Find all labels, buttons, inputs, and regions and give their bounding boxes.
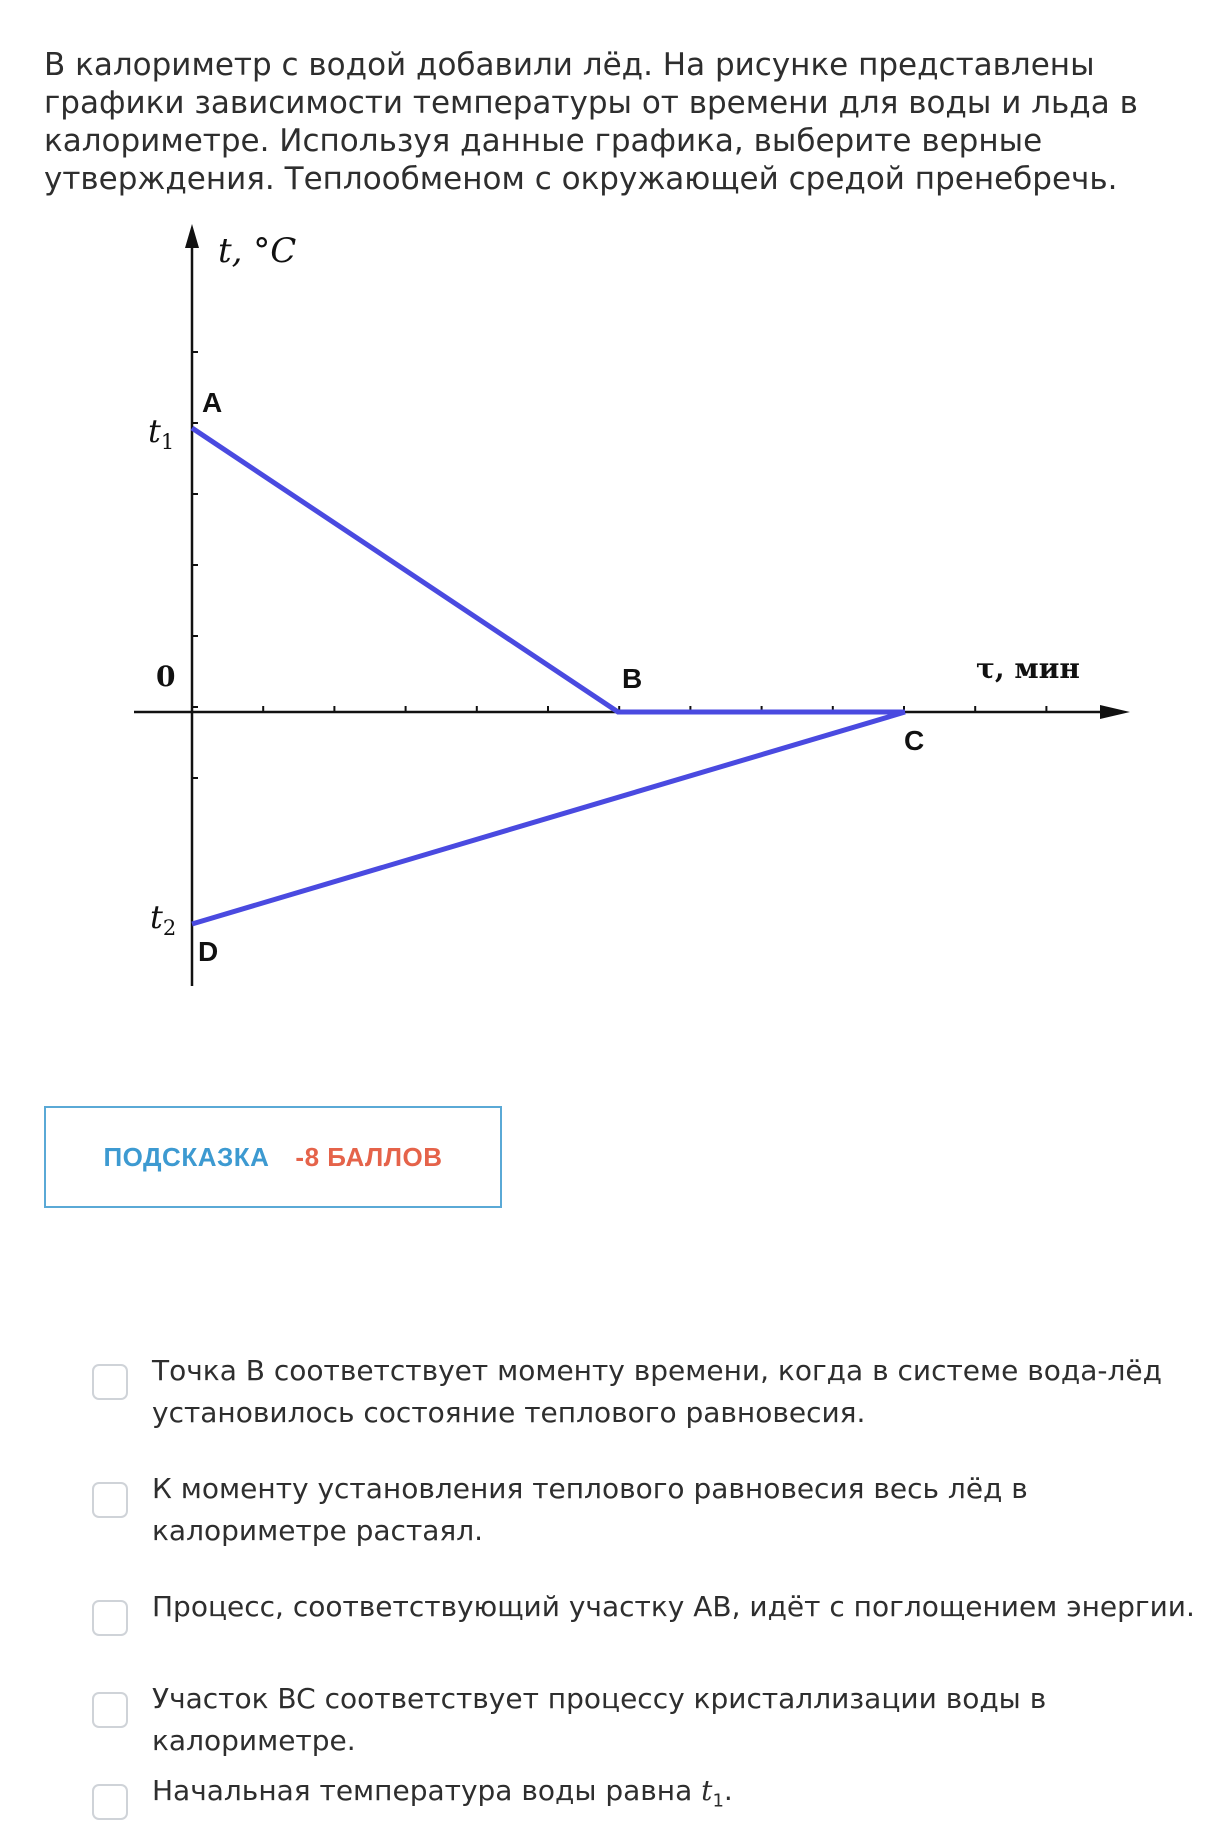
question-text: В калориметр с водой добавили лёд. На рисунке представлены графики зависимости температуры от времени для воды и льда в калориметре. Используя данные графика, выберите верные утверждения. Теплообменом с окружающей средой пренебречь. — [44, 47, 1138, 197]
answer-option-1[interactable] — [92, 1350, 1202, 1434]
option-text: Процесс, соответствующий участку AB, идёт с поглощением энергии. — [152, 1590, 1195, 1623]
checkbox[interactable] — [92, 1692, 128, 1728]
x-axis-arrow — [1100, 705, 1130, 719]
y-tick-label-zero: 0 — [156, 660, 176, 693]
hint-cost: -8 БАЛЛОВ — [295, 1141, 443, 1172]
point-label-C: C — [904, 725, 925, 756]
ice-line-DC — [192, 712, 905, 924]
hint-button[interactable] — [44, 1106, 502, 1208]
option-text: К моменту установления теплового равновесия весь лёд в калориметре растаял. — [152, 1472, 1028, 1547]
hint-label: ПОДСКАЗКА — [103, 1141, 270, 1172]
option-text — [152, 1770, 733, 1823]
checkbox[interactable] — [92, 1600, 128, 1636]
checkbox[interactable] — [92, 1482, 128, 1518]
answer-option-2[interactable] — [92, 1468, 1202, 1552]
temperature-time-chart — [0, 210, 1208, 1010]
y-axis-arrow — [185, 224, 199, 248]
temperature-subscript: 1 — [712, 1790, 724, 1812]
point-label-A: A — [202, 387, 223, 418]
option-text: Точка B соответствует моменту времени, когда в системе вода-лёд установилось состояние теплового равновесия. — [152, 1354, 1163, 1429]
water-line-ABC — [192, 428, 905, 712]
answer-option-5[interactable] — [92, 1770, 1202, 1823]
temperature-variable: t — [701, 1774, 713, 1807]
y-axis-label: t, °C — [218, 231, 297, 271]
answer-option-4[interactable] — [92, 1678, 1202, 1762]
option-text-suffix: . — [723, 1774, 733, 1807]
y-tick-label-t1: $t_1$ — [148, 412, 175, 454]
answer-option-3[interactable] — [92, 1586, 1202, 1636]
checkbox[interactable] — [92, 1784, 128, 1820]
option-text: Участок BC соответствует процессу кристаллизации воды в калориметре. — [152, 1682, 1047, 1757]
point-label-D: D — [198, 936, 219, 967]
y-tick-label-t2: $t_2$ — [150, 898, 177, 940]
checkbox[interactable] — [92, 1364, 128, 1400]
point-label-B: B — [622, 663, 643, 694]
x-axis-label: τ, мин — [976, 652, 1080, 685]
option-text-prefix: Начальная температура воды равна — [152, 1774, 702, 1807]
